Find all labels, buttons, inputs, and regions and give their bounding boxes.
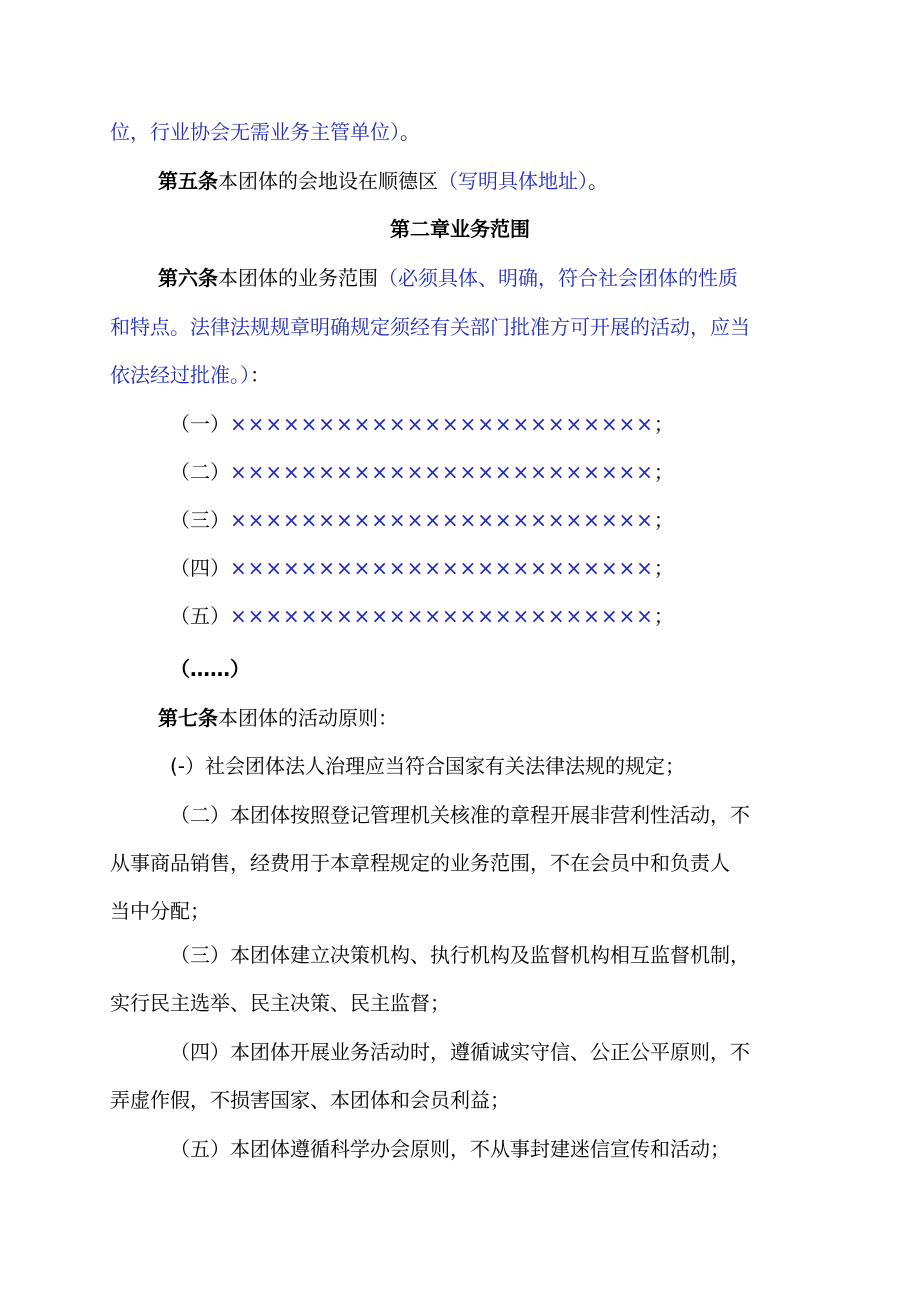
article6-item-num: （四） <box>170 556 230 580</box>
article6-text: 本团体的业务范围 <box>218 266 378 290</box>
article7-item2-line3 <box>110 897 210 925</box>
article6-item <box>170 602 674 630</box>
article7-text: 本团体的活动原则： <box>218 706 398 730</box>
article7-item1 <box>170 752 685 780</box>
article6-line3 <box>110 361 270 389</box>
article7-item2-text-l2: 从事商品销售，经费用于本章程规定的业务范围，不在会员中和负责人 <box>110 851 730 875</box>
article7-item5 <box>170 1135 730 1163</box>
article6-item-end: ； <box>653 412 674 436</box>
article4-tail <box>110 118 420 146</box>
article7-label: 第七条 <box>158 706 218 730</box>
article6-line2 <box>110 313 750 341</box>
article6-item-text: ×××××××××××××××××××××××× <box>230 460 654 484</box>
article7-item3-line2 <box>110 989 450 1017</box>
article5-label: 第五条 <box>158 169 218 193</box>
article6-line1 <box>158 264 738 292</box>
article7-item1-text: (-）社会团体法人治理应当符合国家有关法律法规的规定； <box>170 754 686 778</box>
article6-note-line1: （必须具体、明确，符合社会团体的性质 <box>378 266 738 290</box>
article6-item-end: ； <box>653 460 674 484</box>
article7-item3-text-l1: （三）本团体建立决策机构、执行机构及监督机构相互监督机制， <box>170 943 750 967</box>
article7-item4-text-l2: 弄虚作假，不损害国家、本团体和会员利益； <box>110 1088 510 1112</box>
article5-end: 。 <box>588 169 608 193</box>
article6-note-line3: 依法经过批准。） <box>110 363 250 387</box>
article6-item-text: ×××××××××××××××××××××××× <box>230 556 654 580</box>
article6-item-text: ×××××××××××××××××××××××× <box>230 604 654 628</box>
article6-note-line2: 和特点。法律法规规章明确规定须经有关部门批准方可开展的活动，应当 <box>110 315 750 339</box>
article6-item <box>170 506 674 534</box>
article6-more-text: （……） <box>170 657 250 681</box>
article6-item-end: ； <box>653 508 674 532</box>
article6-item-num: （一） <box>170 412 230 436</box>
article7-item4-text-l1: （四）本团体开展业务活动时，遵循诚实守信、公正公平原则，不 <box>170 1040 750 1064</box>
article6-end: ： <box>250 363 270 387</box>
article7-item5-text: （五）本团体遵循科学办会原则，不从事封建迷信宣传和活动； <box>170 1137 730 1161</box>
article6-label: 第六条 <box>158 266 218 290</box>
article7 <box>158 704 398 732</box>
article7-item2-line2 <box>110 849 730 877</box>
article6-item-text: ×××××××××××××××××××××××× <box>230 412 654 436</box>
article5 <box>158 167 608 195</box>
article7-item3-line1 <box>170 941 750 969</box>
article6-item-num: （五） <box>170 604 230 628</box>
article6-more <box>170 655 250 683</box>
article7-item2-text-l1: （二）本团体按照登记管理机关核准的章程开展非营利性活动，不 <box>170 803 750 827</box>
article6-item <box>170 458 674 486</box>
article6-item-end: ； <box>653 604 674 628</box>
article5-text: 本团体的会地设在顺德区 <box>218 169 438 193</box>
article6-item-end: ； <box>653 556 674 580</box>
article4-tail-end: 。 <box>400 120 420 144</box>
article7-item2-line1 <box>170 801 750 829</box>
article6-item-num: （二） <box>170 460 230 484</box>
article5-note: （写明具体地址） <box>438 169 588 193</box>
article4-tail-note: 位，行业协会无需业务主管单位） <box>110 120 400 144</box>
article7-item4-line2 <box>110 1086 510 1114</box>
article7-item4-line1 <box>170 1038 750 1066</box>
chapter2-title: 第二章业务范围 <box>390 217 530 241</box>
article6-item-text: ×××××××××××××××××××××××× <box>230 508 654 532</box>
article7-item3-text-l2: 实行民主选举、民主决策、民主监督； <box>110 991 450 1015</box>
article6-item <box>170 554 674 582</box>
article7-item2-text-l3: 当中分配； <box>110 899 210 923</box>
article6-item <box>170 410 674 438</box>
article6-item-num: （三） <box>170 508 230 532</box>
